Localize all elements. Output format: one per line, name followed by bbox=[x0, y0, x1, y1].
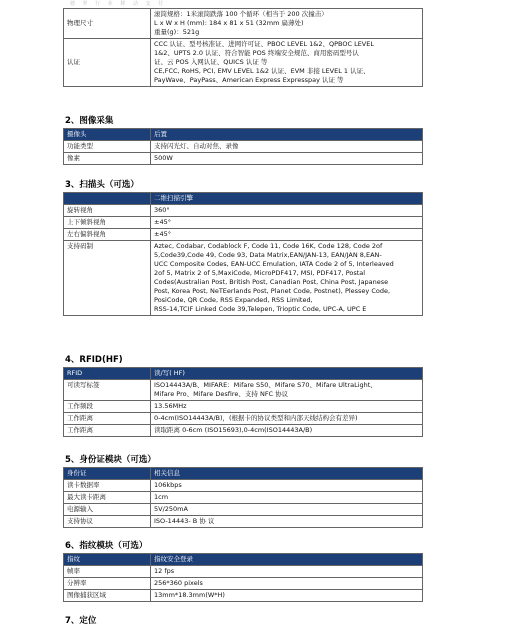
header-cell: 读/写( HF) bbox=[151, 368, 423, 380]
value-line: PosiCode, QR Code, RSS Expanded, RSS Limited, bbox=[154, 296, 313, 304]
spec-table-image bbox=[63, 128, 423, 165]
table-row bbox=[64, 39, 423, 87]
value-line: 2of 5, Matrix 2 of 5,MaxiCode, MicroPDF417, MSI, PDF417, Postal bbox=[154, 269, 366, 277]
value-line: Post, Korea Post, NeTEerlands Post, Planet Code, Postnet), Plessey Code, bbox=[154, 287, 391, 295]
row-label: 物理尺寸 bbox=[64, 9, 151, 39]
row-label: 旋转视角 bbox=[64, 205, 151, 217]
row-label: 支持码制 bbox=[64, 241, 151, 316]
row-label: 像素 bbox=[64, 153, 151, 165]
table-header-row bbox=[64, 368, 423, 380]
table-row bbox=[64, 380, 423, 401]
row-label: 读卡数据率 bbox=[64, 480, 151, 492]
table-row bbox=[64, 217, 423, 229]
value-line: Aztec, Codabar, Codablock F, Code 11, Code 16K, Code 128, Code 2of bbox=[154, 242, 383, 250]
table-row bbox=[64, 480, 423, 492]
table-row bbox=[64, 9, 423, 39]
row-label: 电源输入 bbox=[64, 504, 151, 516]
table-header-row bbox=[64, 468, 423, 480]
row-value: ±45° bbox=[151, 229, 423, 241]
header-cell: RFID bbox=[64, 368, 151, 380]
value-line: CCC 认证、型号核准证、进网许可证、PBOC LEVEL 1&2、QPBOC LEVEL bbox=[154, 40, 374, 48]
row-label: 上下倾斜视角 bbox=[64, 217, 151, 229]
value-line: L x W x H (mm): 184 x 81 x 51 (32mm 扁薄处) bbox=[154, 19, 304, 27]
table-row bbox=[64, 566, 423, 578]
spec-table-physical bbox=[63, 8, 423, 87]
table-row bbox=[64, 413, 423, 425]
header-cell: 二维扫描引擎 bbox=[151, 193, 423, 205]
row-value: ISO-14443- B 协 议 bbox=[151, 516, 423, 528]
row-label: 认证 bbox=[64, 39, 151, 87]
value-line: 重量(g)：521g bbox=[154, 28, 200, 36]
section-title-image: 2、图像采集 bbox=[65, 116, 114, 126]
table-header-row bbox=[64, 554, 423, 566]
spec-table-scanner bbox=[63, 192, 423, 316]
header-cell: 摄像头 bbox=[64, 129, 151, 141]
row-value: 500W bbox=[151, 153, 423, 165]
spec-table-fingerprint bbox=[63, 553, 423, 602]
table-row bbox=[64, 241, 423, 316]
row-value: 5V/250mA bbox=[151, 504, 423, 516]
table-header-row bbox=[64, 129, 423, 141]
row-value: 360° bbox=[151, 205, 423, 217]
header-cell bbox=[64, 193, 151, 205]
row-value bbox=[151, 241, 423, 316]
section-title-location: 7、定位 bbox=[65, 616, 97, 626]
row-label: 左右偏斜视角 bbox=[64, 229, 151, 241]
row-value: 13.56MHz bbox=[151, 401, 423, 413]
table-row bbox=[64, 401, 423, 413]
row-value: 106kbps bbox=[151, 480, 423, 492]
row-value: 0-4cm(ISO14443A/B)，(根据卡的协议类型和内部天线结构会有差异) bbox=[151, 413, 423, 425]
row-value: 读取距离 0-6cm (ISO15693),0-4cm(ISO14443A/B) bbox=[151, 425, 423, 437]
row-label: 分辨率 bbox=[64, 578, 151, 590]
row-value: 256*360 pixels bbox=[151, 578, 423, 590]
value-line: 5,Code39,Code 49, Code 93, Data Matrix,EAN/JAN-13, EAN/JAN 8,EAN- bbox=[154, 251, 382, 259]
value-line: RSS-14,TCIF Linked Code 39,Telepen, Trioptic Code, UPC-A, UPC E bbox=[154, 305, 367, 313]
table-header-row bbox=[64, 193, 423, 205]
value-line: 1&2、UPTS 2.0 认证、符合智能 POS 终端安全规范、商用密码型号认 bbox=[154, 49, 359, 57]
row-value bbox=[151, 380, 423, 401]
header-cell: 指纹安全登录 bbox=[151, 554, 423, 566]
section-title-rfid: 4、RFID(HF) bbox=[65, 355, 123, 365]
value-line: ISO14443A/B、MIFARE：Mifare S50、Mifare S70、Mifare UltraLight、 bbox=[154, 381, 377, 389]
row-value: 13mm*18.3mm(W*H) bbox=[151, 590, 423, 602]
header-cell: 后置 bbox=[151, 129, 423, 141]
row-label: 帧率 bbox=[64, 566, 151, 578]
table-row bbox=[64, 578, 423, 590]
row-label: 工作频段 bbox=[64, 401, 151, 413]
section-title-scanner: 3、扫描头（可选） bbox=[65, 180, 139, 190]
page-header: 德 罗 行 业 移 动 支 付 bbox=[70, 1, 167, 7]
row-value bbox=[151, 9, 423, 39]
row-label: 图像捕获区域 bbox=[64, 590, 151, 602]
table-row bbox=[64, 229, 423, 241]
header-cell: 相关信息 bbox=[151, 468, 423, 480]
value-line: Mifare Pro、Mifare Desfire、支持 NFC 协议 bbox=[154, 390, 289, 398]
row-label: 工作距离 bbox=[64, 425, 151, 437]
value-line: CE,FCC, RoHS, PCI, EMV LEVEL 1&2 认证、EVM 非接 LEVEL 1 认证、 bbox=[154, 67, 370, 75]
section-title-fingerprint: 6、指纹模块（可选） bbox=[65, 541, 148, 551]
table-row bbox=[64, 153, 423, 165]
value-line: Codes(Australian Post, British Post, Canadian Post, China Post, Japanese bbox=[154, 278, 389, 286]
row-value: ±45° bbox=[151, 217, 423, 229]
table-row bbox=[64, 590, 423, 602]
row-label: 最大读卡距离 bbox=[64, 492, 151, 504]
row-value: 1cm bbox=[151, 492, 423, 504]
table-row bbox=[64, 205, 423, 217]
value-line: UCC Composite Codes, EAN-UCC Emulation, IATA Code 2 of 5, Interleaved bbox=[154, 260, 394, 268]
row-label: 支持协议 bbox=[64, 516, 151, 528]
row-value: 支持闪光灯、自动对焦、录像 bbox=[151, 141, 423, 153]
row-label: 功能类型 bbox=[64, 141, 151, 153]
value-line: 证、云 POS 入网认证、QUICS 认证 等 bbox=[154, 58, 268, 66]
header-cell: 指纹 bbox=[64, 554, 151, 566]
value-line: PayWave、PayPass、American Express Expresspay 认证 等 bbox=[154, 76, 344, 84]
section-title-idcard: 5、身份证模块（可选） bbox=[65, 455, 156, 465]
table-row bbox=[64, 425, 423, 437]
table-row bbox=[64, 492, 423, 504]
table-row bbox=[64, 141, 423, 153]
spec-table-rfid bbox=[63, 367, 423, 437]
row-value bbox=[151, 39, 423, 87]
header-cell: 身份证 bbox=[64, 468, 151, 480]
table-row bbox=[64, 516, 423, 528]
row-value: 12 fps bbox=[151, 566, 423, 578]
table-row bbox=[64, 504, 423, 516]
row-label: 工作距离 bbox=[64, 413, 151, 425]
row-label: 可读写标签 bbox=[64, 380, 151, 401]
spec-table-idcard bbox=[63, 467, 423, 528]
value-line: 滚筒规格：1米滚筒跌落 100 个循环（相当于 200 次撞击） bbox=[154, 10, 328, 18]
